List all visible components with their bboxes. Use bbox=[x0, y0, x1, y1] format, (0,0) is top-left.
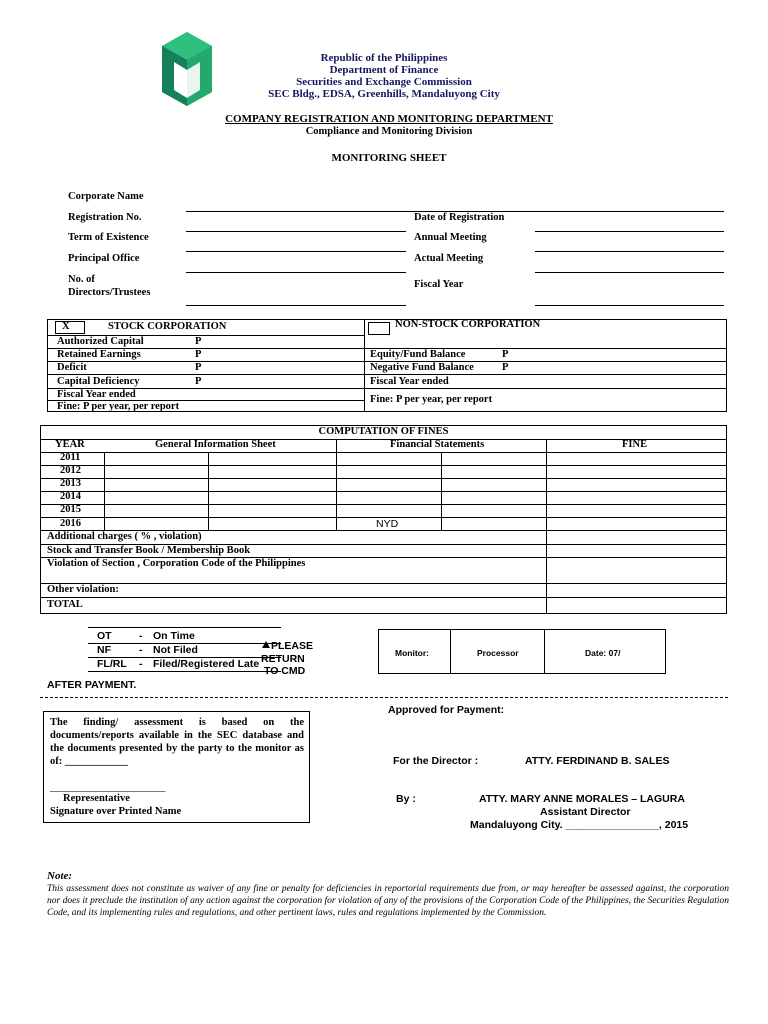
monitor-label: Monitor: bbox=[395, 648, 429, 658]
retained-earnings-label: Retained Earnings bbox=[57, 349, 141, 360]
year-2012: 2012 bbox=[60, 465, 81, 476]
legend-nf-code: NF bbox=[97, 644, 111, 656]
representative-label: Representative bbox=[63, 793, 130, 804]
fine-header: FINE bbox=[622, 439, 648, 450]
legend-nf-dash: - bbox=[139, 644, 143, 656]
note-title: Note: bbox=[47, 870, 73, 882]
other-violation: Other violation: bbox=[47, 584, 119, 595]
year-2016: 2016 bbox=[60, 518, 81, 529]
nyd-cell: NYD bbox=[376, 518, 399, 530]
dept-title: COMPANY REGISTRATION AND MONITORING DEPARTMENT bbox=[225, 113, 553, 125]
finding-text: The finding/ assessment is based on the documents/reports available in the SEC database and the documents presented by the party to the monitor as of: ____________ bbox=[50, 717, 304, 767]
fiscal-year-line[interactable] bbox=[535, 305, 724, 306]
gis-header: General Information Sheet bbox=[155, 439, 276, 450]
legend-fl-desc: Filed/Registered Late bbox=[153, 658, 260, 670]
directors-line[interactable] bbox=[186, 305, 406, 306]
please-line1: PLEASE bbox=[271, 640, 314, 652]
legend-ot-code: OT bbox=[97, 630, 112, 642]
actual-meeting-line2[interactable] bbox=[535, 272, 724, 273]
by-title: Assistant Director bbox=[540, 806, 631, 818]
by-name: ATTY. MARY ANNE MORALES – LAGURA bbox=[479, 793, 685, 805]
negative-fund-peso: P bbox=[502, 362, 509, 373]
year-2011: 2011 bbox=[60, 452, 81, 463]
fine-left: Fine: P per year, per report bbox=[57, 401, 180, 412]
stock-mark: X bbox=[62, 321, 70, 332]
place-date: Mandaluyong City. ________________, 2015 bbox=[470, 819, 689, 831]
sheet-title: MONITORING SHEET bbox=[331, 152, 447, 164]
no-of-label: No. of bbox=[68, 274, 95, 285]
header-republic: Republic of the Philippines bbox=[320, 52, 448, 64]
processor-label: Processor bbox=[477, 648, 519, 658]
by-label: By : bbox=[396, 793, 416, 805]
violation-section: Violation of Section , Corporation Code of the Philippines bbox=[47, 558, 306, 569]
approved-label: Approved for Payment: bbox=[388, 704, 505, 716]
principal-office-line[interactable] bbox=[186, 272, 406, 273]
nonstock-title: NON-STOCK CORPORATION bbox=[395, 319, 541, 330]
directors-label: Directors/Trustees bbox=[68, 287, 151, 298]
actual-meeting-label: Actual Meeting bbox=[414, 253, 484, 264]
total-label: TOTAL bbox=[47, 599, 83, 610]
division-title: Compliance and Monitoring Division bbox=[305, 126, 473, 137]
year-header: YEAR bbox=[55, 439, 85, 450]
authorized-capital-peso: P bbox=[195, 336, 202, 347]
stock-transfer-book: Stock and Transfer Book / Membership Book bbox=[47, 545, 251, 556]
authorized-capital-label: Authorized Capital bbox=[57, 336, 144, 347]
year-2014: 2014 bbox=[60, 491, 81, 502]
signature-label: Signature over Printed Name bbox=[50, 806, 182, 817]
registration-no-line[interactable] bbox=[186, 231, 406, 232]
annual-meeting-line[interactable] bbox=[535, 231, 724, 232]
date-registration-label: Date of Registration bbox=[414, 212, 505, 223]
header-commission: Securities and Exchange Commission bbox=[296, 76, 472, 88]
note-text: This assessment does not constitute as waiver of any fine or penalty for deficiencies in reportorial requirements due from, or may hereafter be assessed against, the corporation nor does it preclude the institution of any action against the corporation for violation of any of the provisions of the Corporation Code of the Philippines, the Securities Regulation Code, and its implementing rules and regulations, and other pertinent laws, rules and regulations implemented by the Commission. bbox=[47, 884, 729, 918]
equity-fund-label: Equity/Fund Balance bbox=[370, 349, 466, 360]
actual-meeting-line[interactable] bbox=[535, 251, 724, 252]
fs-header: Financial Statements bbox=[390, 439, 485, 450]
please-line2: RETURN bbox=[261, 653, 305, 665]
date-label: Date: 07/ bbox=[585, 648, 621, 658]
deficit-peso: P bbox=[195, 362, 202, 373]
year-2015: 2015 bbox=[60, 504, 81, 515]
legend-fl-dash: - bbox=[139, 658, 143, 670]
corporate-name-label: Corporate Name bbox=[68, 191, 144, 202]
principal-office-label: Principal Office bbox=[68, 253, 140, 264]
fines-title: COMPUTATION OF FINES bbox=[318, 426, 449, 437]
fine-right: Fine: P per year, per report bbox=[370, 394, 493, 405]
fiscal-year-ended-label: Fiscal Year ended bbox=[57, 389, 136, 400]
arrow-up-icon bbox=[262, 641, 270, 648]
retained-earnings-peso: P bbox=[195, 349, 202, 360]
header-department: Department of Finance bbox=[329, 64, 439, 76]
stock-title: STOCK CORPORATION bbox=[108, 321, 227, 332]
year-2013: 2013 bbox=[60, 478, 81, 489]
fiscal-year-label: Fiscal Year bbox=[414, 279, 464, 290]
stock-checkbox[interactable] bbox=[55, 321, 85, 334]
equity-fund-peso: P bbox=[502, 349, 509, 360]
signature-line: ______________________ bbox=[50, 782, 166, 793]
nonstock-checkbox[interactable] bbox=[368, 322, 390, 335]
legend-nf-desc: Not Filed bbox=[153, 644, 198, 656]
registration-no-label: Registration No. bbox=[68, 212, 142, 223]
capital-deficiency-label: Capital Deficiency bbox=[57, 376, 140, 387]
director-name: ATTY. FERDINAND B. SALES bbox=[525, 755, 670, 767]
term-label: Term of Existence bbox=[68, 232, 149, 243]
negative-fund-label: Negative Fund Balance bbox=[370, 362, 474, 373]
legend-fl-code: FL/RL bbox=[97, 658, 127, 670]
legend-ot-desc: On Time bbox=[153, 630, 195, 642]
additional-charges: Additional charges ( % , violation) bbox=[47, 531, 202, 542]
after-payment: AFTER PAYMENT. bbox=[47, 679, 137, 691]
term-line[interactable] bbox=[186, 251, 406, 252]
header-address: SEC Bldg., EDSA, Greenhills, Mandaluyong City bbox=[268, 88, 500, 100]
capital-deficiency-peso: P bbox=[195, 376, 202, 387]
please-line3: TO CMD bbox=[264, 665, 306, 677]
deficit-label: Deficit bbox=[57, 362, 87, 373]
fiscal-year-ended-right: Fiscal Year ended bbox=[370, 376, 449, 387]
separator-line bbox=[40, 697, 728, 698]
for-director-label: For the Director : bbox=[393, 755, 479, 767]
annual-meeting-label: Annual Meeting bbox=[414, 232, 487, 243]
legend-ot-dash: - bbox=[139, 630, 143, 642]
